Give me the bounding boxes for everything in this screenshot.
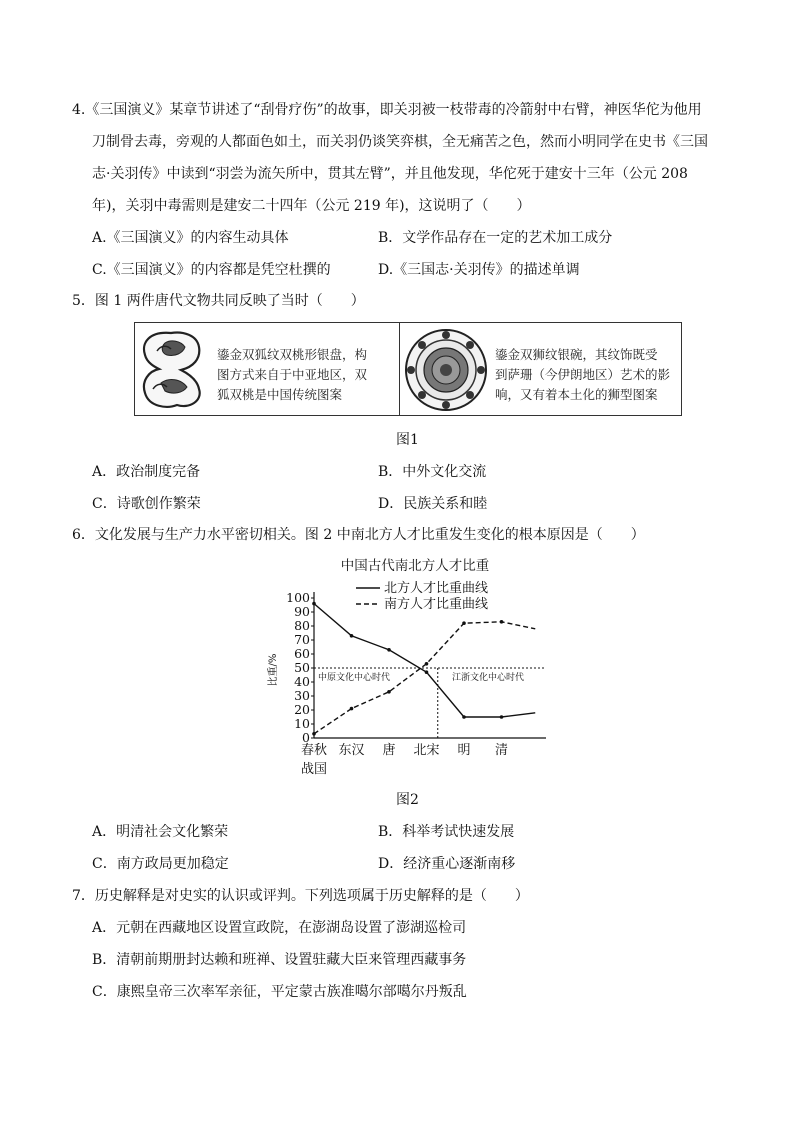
region-label-central-plains: 中原文化中心时代 — [318, 673, 391, 683]
figure-1-divider — [399, 323, 400, 415]
y-tick-label: 20 — [294, 702, 310, 717]
q5-option-a[interactable]: A．政治制度完备 — [92, 464, 201, 480]
south-series-point — [500, 620, 504, 624]
y-tick-label: 30 — [294, 688, 310, 703]
q7-option-b[interactable]: B．清朝前期册封达赖和班禅、设置驻藏大臣来管理西藏事务 — [92, 952, 467, 968]
y-tick-label: 0 — [302, 730, 310, 745]
figure-1-right-text-3: 响，又有着本土化的狮型图案 — [495, 387, 658, 402]
lion-bowl-image — [403, 327, 489, 413]
q4-option-c[interactable]: C.《三国演义》的内容都是凭空杜撰的 — [92, 262, 331, 278]
x-tick-label: 唐 — [382, 743, 396, 758]
figure-2-caption: 图2 — [396, 792, 419, 808]
south-series-point — [312, 732, 316, 736]
q5-stem: 5．图 1 两件唐代文物共同反映了当时（ ） — [72, 293, 365, 309]
q6-option-c[interactable]: C．南方政局更加稳定 — [92, 856, 229, 872]
q5-option-d[interactable]: D．民族关系和睦 — [378, 496, 488, 512]
x-tick-sublabel: 战国 — [300, 762, 328, 777]
x-tick-label: 清 — [494, 743, 509, 758]
figure-1-left-text-1: 鎏金双狐纹双桃形银盘，构 — [217, 347, 368, 362]
y-tick-label: 80 — [294, 618, 310, 633]
q4-line-4: 年)，关羽中毒需则是建安二十四年（公元 219 年)，这说明了（ ） — [92, 198, 531, 214]
y-axis-label: 比重/% — [268, 653, 279, 687]
south-series-point — [387, 690, 391, 694]
legend-south-label: 南方人才比重曲线 — [384, 597, 489, 612]
q6-stem: 6．文化发展与生产力水平密切相关。图 2 中南北方人才比重发生变化的根本原因是（ ） — [72, 527, 645, 543]
figure-2-chart — [262, 552, 562, 780]
figure-1 — [134, 322, 682, 416]
south-series-point — [350, 707, 354, 711]
figure-1-caption: 图1 — [396, 432, 419, 448]
figure-1-right-text-2: 到萨珊（今伊朗地区）艺术的影 — [495, 367, 671, 382]
south-series-point — [425, 662, 429, 666]
figure-1-right-text-1: 鎏金双狮纹银碗，其纹饰既受 — [495, 347, 658, 362]
x-tick-label: 东汉 — [338, 743, 365, 758]
y-tick-label: 100 — [286, 590, 310, 605]
y-tick-label: 90 — [294, 604, 310, 619]
x-tick-label: 春秋 — [300, 743, 328, 758]
q4-option-a[interactable]: A.《三国演义》的内容生动具体 — [92, 230, 289, 246]
q5-option-c[interactable]: C．诗歌创作繁荣 — [92, 496, 201, 512]
q6-option-b[interactable]: B．科举考试快速发展 — [378, 824, 515, 840]
chart-title: 中国古代南北方人才比重 — [340, 558, 490, 574]
q6-option-d[interactable]: D．经济重心逐渐南移 — [378, 856, 516, 872]
q4-line-3: 志·关羽传》中读到“羽尝为流矢所中，贯其左臂”，并且他发现，华佗死于建安十三年（公元 208 — [92, 166, 688, 182]
q7-option-c[interactable]: C．康熙皇帝三次率军亲征，平定蒙古族准噶尔部噶尔丹叛乱 — [92, 984, 467, 1000]
peach-plate-image — [137, 329, 205, 411]
x-tick-label: 北宋 — [413, 743, 440, 758]
y-tick-label: 10 — [294, 716, 310, 731]
north-series-point — [425, 670, 429, 674]
q7-option-a[interactable]: A．元朝在西藏地区设置宣政院，在澎湖岛设置了澎湖巡检司 — [92, 920, 467, 936]
y-tick-label: 50 — [294, 660, 310, 675]
legend-north-label: 北方人才比重曲线 — [384, 581, 489, 596]
north-series-point — [500, 715, 504, 719]
region-label-jiangzhe: 江浙文化中心时代 — [452, 673, 525, 683]
q5-option-b[interactable]: B．中外文化交流 — [378, 464, 487, 480]
north-series-point — [312, 602, 316, 606]
q4-line-1: 4.《三国演义》某章节讲述了“刮骨疗伤”的故事，即关羽被一枝带毒的冷箭射中右臂，神医华佗为他用 — [72, 102, 702, 118]
figure-1-left-text-3: 狐双桃是中国传统图案 — [217, 387, 343, 402]
q6-option-a[interactable]: A．明清社会文化繁荣 — [92, 824, 229, 840]
north-series-point — [387, 648, 391, 652]
y-tick-label: 60 — [294, 646, 310, 661]
north-series-point — [350, 634, 354, 638]
q7-stem: 7．历史解释是对史实的认识或评判。下列选项属于历史解释的是（ ） — [72, 888, 529, 904]
q4-option-b[interactable]: B．文学作品存在一定的艺术加工成分 — [378, 230, 613, 246]
figure-1-left-text-2: 图方式来自于中亚地区，双 — [217, 367, 368, 382]
q4-line-2: 刀制骨去毒，旁观的人都面色如土，而关羽仍谈笑弈棋，全无痛苦之色，然而小明同学在史书《三国 — [92, 134, 708, 150]
y-tick-label: 70 — [294, 632, 310, 647]
north-series-point — [462, 715, 466, 719]
south-series-point — [462, 621, 466, 625]
y-tick-label: 40 — [294, 674, 310, 689]
x-tick-label: 明 — [457, 743, 471, 758]
q4-option-d[interactable]: D.《三国志·关羽传》的描述单调 — [378, 262, 580, 278]
